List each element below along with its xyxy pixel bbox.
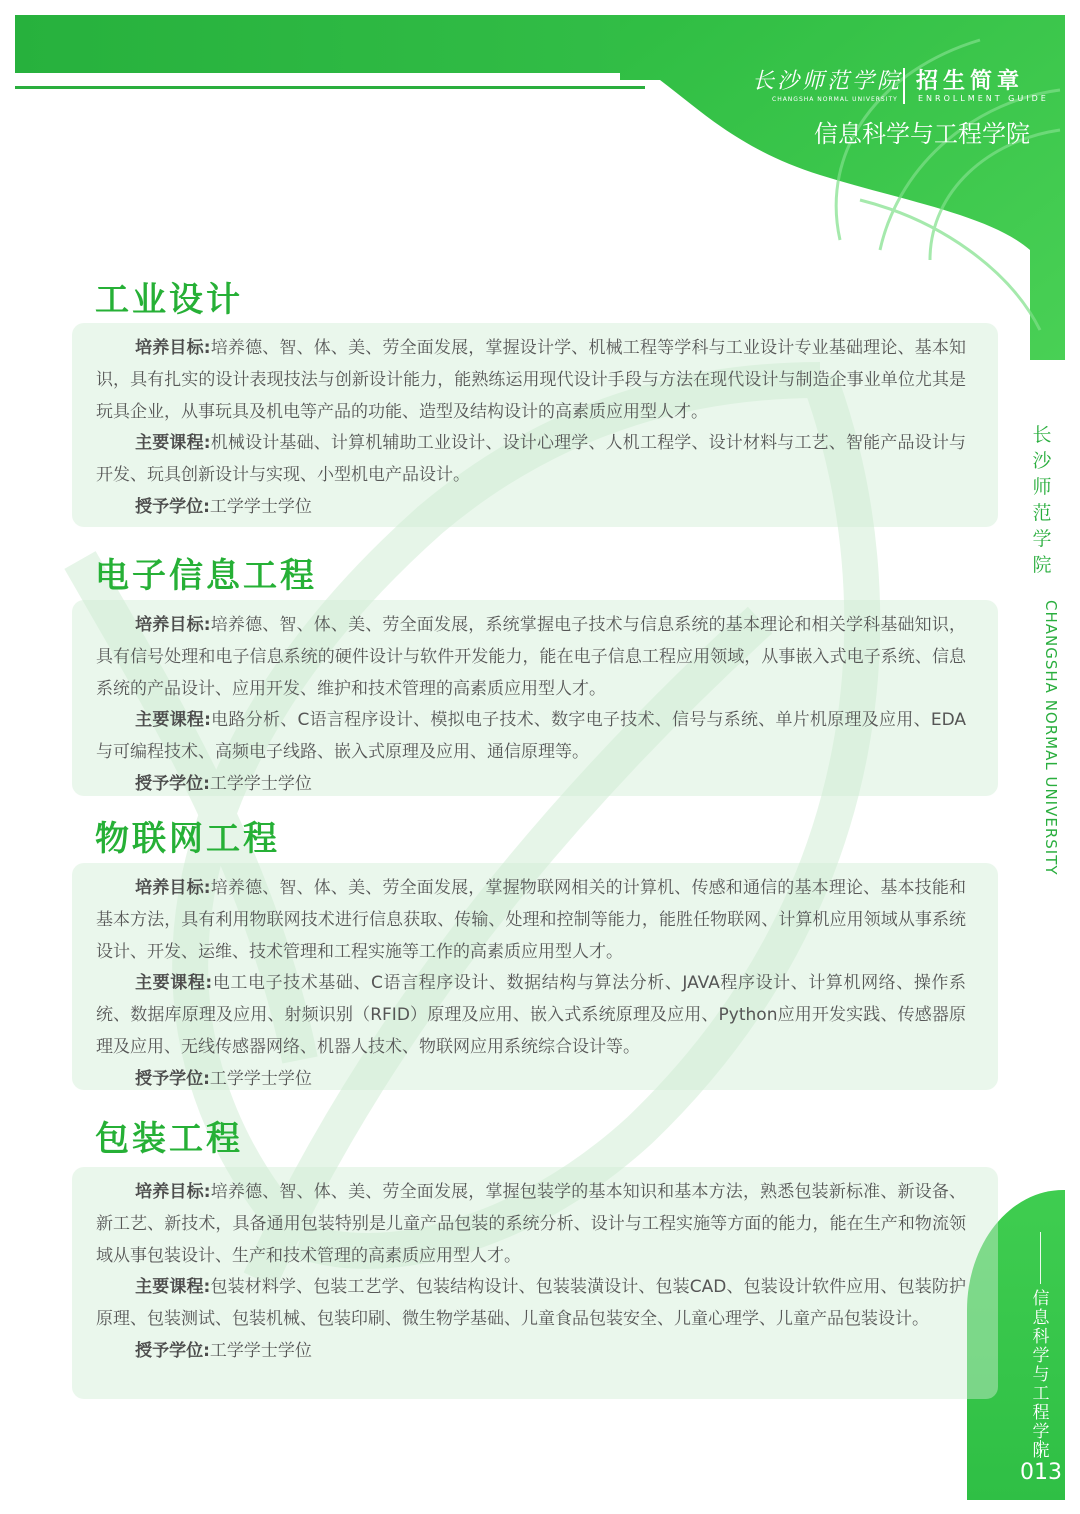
enrollment-guide-title-en: ENROLLMENT GUIDE	[918, 94, 1049, 103]
courses-label: 主要课程:	[135, 973, 213, 994]
training-goal	[96, 873, 966, 968]
program-title-industrial-design: 工业设计	[95, 280, 243, 320]
degree-text: 工学学士学位	[209, 496, 312, 517]
side-school-name-en: CHANGSHA NORMAL UNIVERSITY	[1042, 600, 1060, 876]
program-title-packaging: 包装工程	[95, 1119, 243, 1159]
goal-label: 培养目标:	[135, 338, 211, 358]
degree	[96, 492, 966, 524]
courses-label: 主要课程:	[135, 433, 211, 454]
goal-text: 培养德、智、体、美、劳全面发展，系统掌握电子技术与信息系统的基本理论和相关学科基础知识，具有信号处理和电子信息系统的硬件设计与软件开发能力，能在电子信息工程应用领域，从事嵌入式电子系统、信息系统的产品设计、应用开发、维护和技术管理的高素质应用型人才。	[96, 615, 966, 699]
school-name-en: CHANGSHA NORMAL UNIVERSITY	[772, 96, 898, 103]
main-courses	[96, 1272, 966, 1336]
side-band-line-top	[1040, 1232, 1041, 1284]
main-courses	[96, 968, 966, 1063]
program-title-electronic-information: 电子信息工程	[95, 556, 317, 596]
program-box-industrial-design	[72, 323, 998, 527]
goal-text: 培养德、智、体、美、劳全面发展，掌握设计学、机械工程等学科与工业设计专业基础理论、基本知识，具有扎实的设计表现技法与创新设计能力，能熟练运用现代设计手段与方法在现代设计与制造企事业单位尤其是玩具企业，从事玩具及机电等产品的功能、造型及结构设计的高素质应用型人才。	[96, 338, 966, 422]
logo-divider	[903, 68, 905, 104]
goal-label: 培养目标:	[135, 878, 211, 898]
main-courses	[96, 428, 966, 492]
side-school-name: 长沙师范学院	[1032, 424, 1052, 576]
school-name-logo: 长沙师范学院	[752, 69, 903, 94]
degree	[96, 1064, 966, 1096]
enrollment-guide-title: 招生简章	[916, 69, 1025, 94]
side-department-name: 信息科学与工程学院	[1032, 1289, 1050, 1461]
degree-label: 授予学位:	[135, 1340, 210, 1361]
degree	[96, 1336, 966, 1368]
goal-text: 培养德、智、体、美、劳全面发展，掌握包装学的基本知识和基本方法，熟悉包装新标准、新设备、新工艺、新技术，具备通用包装特别是儿童产品包装的系统分析、设计与工程实施等方面的能力，能在生产和物流领域从事包装设计、生产和技术管理的高素质应用型人才。	[96, 1182, 966, 1266]
program-box-iot	[72, 863, 998, 1090]
department-title: 信息科学与工程学院	[814, 120, 1030, 148]
degree-text: 工学学士学位	[209, 1068, 312, 1089]
courses-text: 电工电子技术基础、C语言程序设计、数据结构与算法分析、JAVA程序设计、计算机网络、操作系统、数据库原理及应用、射频识别（RFID）原理及应用、嵌入式系统原理及应用、Python应用开发实践、传感器原理及应用、无线传感器网络、机器人技术、物联网应用系统综合设计等。	[96, 973, 966, 1057]
goal-label: 培养目标:	[135, 1182, 211, 1202]
program-box-packaging	[72, 1167, 998, 1399]
program-title-iot: 物联网工程	[95, 819, 280, 859]
courses-text: 机械设计基础、计算机辅助工业设计、设计心理学、人机工程学、设计材料与工艺、智能产品设计与开发、玩具创新设计与实现、小型机电产品设计。	[96, 433, 966, 486]
school-logo	[752, 62, 1049, 112]
training-goal	[96, 610, 966, 705]
training-goal	[96, 1177, 966, 1272]
degree-text: 工学学士学位	[209, 1340, 312, 1361]
program-box-electronic-information	[72, 600, 998, 796]
goal-text: 培养德、智、体、美、劳全面发展，掌握物联网相关的计算机、传感和通信的基本理论、基本技能和基本方法，具有利用物联网技术进行信息获取、传输、处理和控制等能力，能胜任物联网、计算机应用领域从事系统设计、开发、运维、技术管理和工程实施等工作的高素质应用型人才。	[96, 878, 966, 962]
training-goal	[96, 333, 966, 428]
courses-label: 主要课程:	[135, 710, 211, 731]
courses-text: 包装材料学、包装工艺学、包装结构设计、包装装潢设计、包装CAD、包装设计软件应用、包装防护原理、包装测试、包装机械、包装印刷、微生物学基础、儿童食品包装安全、儿童心理学、儿童产品包装设计。	[96, 1277, 966, 1330]
degree	[96, 769, 966, 801]
degree-label: 授予学位:	[135, 496, 210, 517]
degree-label: 授予学位:	[135, 773, 210, 794]
degree-label: 授予学位:	[135, 1068, 210, 1089]
main-courses	[96, 705, 966, 769]
page-number: 013	[1020, 1460, 1062, 1485]
goal-label: 培养目标:	[135, 615, 211, 635]
degree-text: 工学学士学位	[209, 773, 312, 794]
courses-text: 电路分析、C语言程序设计、模拟电子技术、数字电子技术、信号与系统、单片机原理及应用、EDA与可编程技术、高频电子线路、嵌入式原理及应用、通信原理等。	[96, 710, 966, 763]
courses-label: 主要课程:	[135, 1277, 211, 1298]
